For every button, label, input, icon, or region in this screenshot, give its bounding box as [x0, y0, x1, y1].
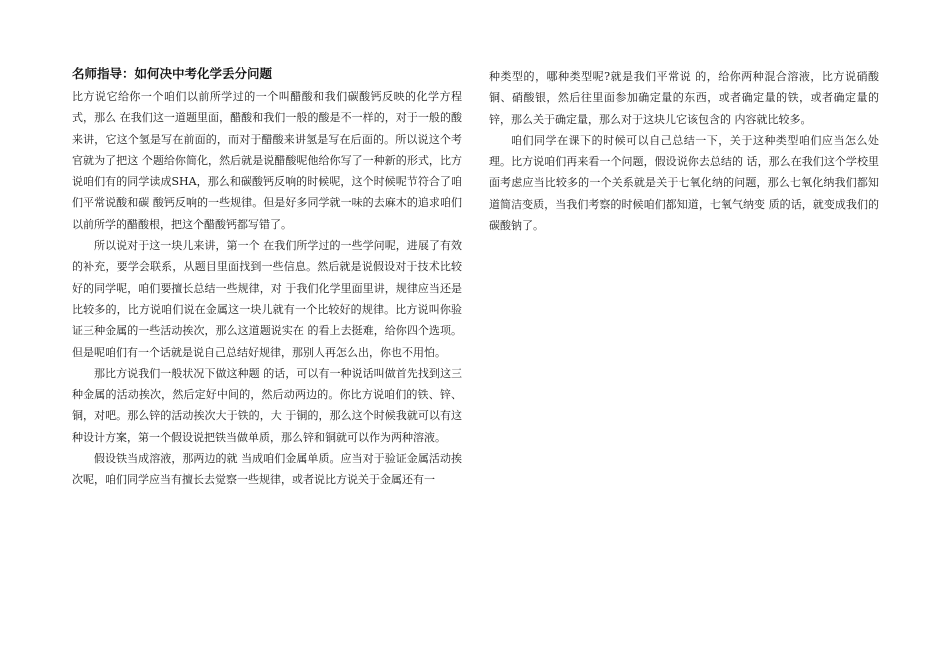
paragraph: 种类型的，哪种类型呢?就是我们平常说 的，给你两种混合溶液，比方说硝酸铜、硝酸银，然后往里面参加确定量的东西，或者确定量的铁，或者确定量的锌，那么关于确定量，那么对于这块儿它该包含的 内容就比较多。	[489, 70, 879, 126]
paragraph: 比方说它给你一个咱们以前所学过的一个叫醋酸和我们碳酸钙反映的化学方程式，那么 在我们这一道题里面，醋酸和我们一般的酸是不一样的，对于一般的酸来讲，它这个氢是写在前面的，而对于醋酸来讲氢是写在后面的。所以说这个考官就为了把这 个题给你简化，然后就是说醋酸呢他给你写了一种新的形式，比方说咱们有的同学读成SHA，那么和碳酸钙反响的时候呢，这个时候呢节符合了咱们平常说酸和碳 酸钙反响的一些规律。但是好多同学就一味的去麻木的追求咱们以前所学的醋酸根，把这个醋酸钙都写错了。	[72, 90, 462, 231]
document-title: 名师指导：如何决中考化学丢分问题	[72, 66, 273, 81]
paragraph: 所以说对于这一块儿来讲，第一个 在我们所学过的一些学问呢，进展了有效的补充，要学会联系，从题目里面找到一些信息。然后就是说假设对于技术比较好的同学呢，咱们要擅长总结一些规律，对 于我们化学里面里讲，规律应当还是比较多的，比方说咱们说在金属这一块儿就有一个比较好的规律。比方说叫你验证三种金属的一些活动挨次，那么这道题说实在 的看上去挺难，给你四个选项。但是呢咱们有一个话就是说自己总结好规律，那别人再怎么出，你也不用怕。	[72, 239, 462, 359]
paragraph: 咱们同学在课下的时候可以自己总结一下，关于这种类型咱们应当怎么处理。比方说咱们再来看一个问题，假设说你去总结的 话，那么在我们这个学校里面考虑应当比较多的一个关系就是关于七氧化纳的问题，那么七氧化纳我们都知道简洁变质，当我们考察的时候咱们都知道，七氧气纳变 质的话，就变成我们的碳酸钠了。	[489, 133, 879, 233]
paragraph: 那比方说我们一般状况下做这种题 的话，可以有一种说话叫做首先找到这三种金属的活动挨次，然后定好中间的，然后动两边的。你比方说咱们的铁、锌、铜，对吧。那么锌的活动挨次大于铁的，大 于铜的，那么这个时候我就可以有这种设计方案，第一个假设说把铁当做单质，那么锌和铜就可以作为两种溶液。	[72, 366, 462, 444]
paragraph: 假设铁当成溶液，那两边的就 当成咱们金属单质。应当对于验证金属活动挨次呢，咱们同学应当有擅长去觉察一些规律，或者说比方说关于金属还有一	[72, 452, 462, 487]
right-column	[489, 66, 879, 236]
left-column	[72, 66, 462, 491]
